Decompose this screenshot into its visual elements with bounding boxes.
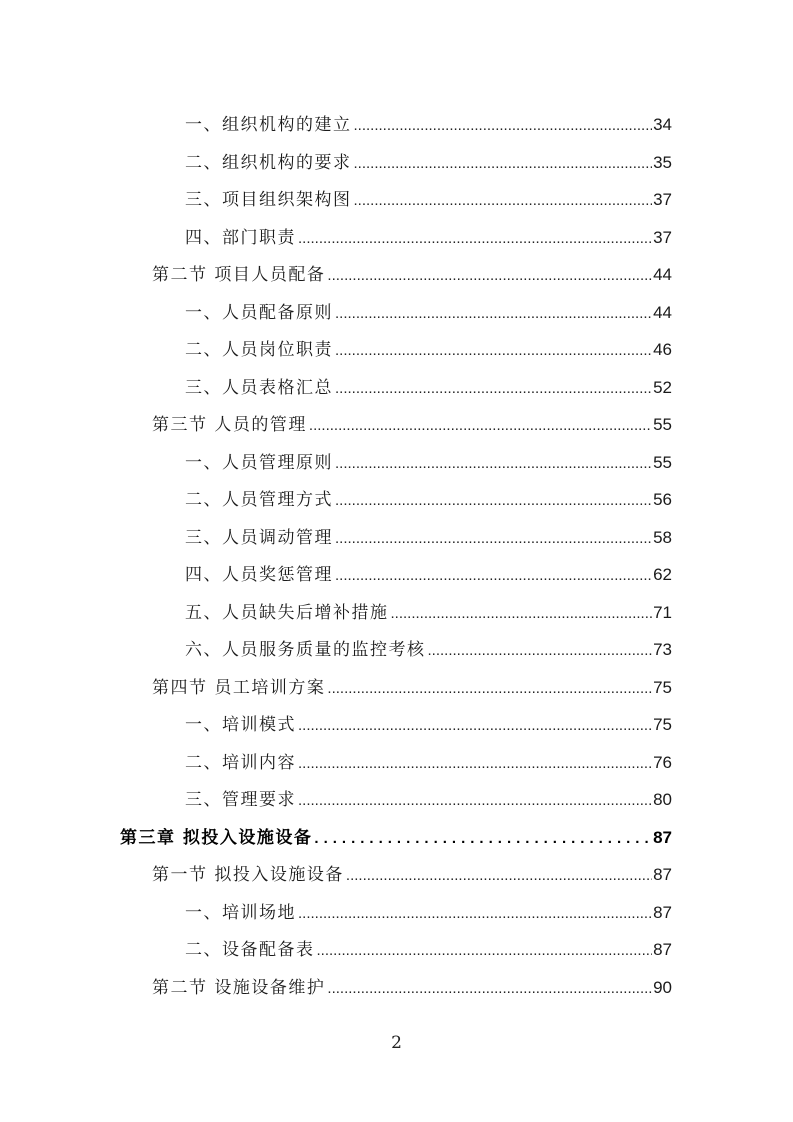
toc-entry-page: 35 [653,152,672,172]
toc-chapter-entry[interactable] [0,817,793,855]
toc-entry-label: 二、设备配备表 [185,940,315,961]
toc-entry-label: 第四节 员工培训方案 [152,677,326,698]
toc-entry-label: 三、人员调动管理 [185,527,333,548]
dot-leader [317,942,653,959]
toc-entry-page: 76 [653,752,672,772]
dot-leader [298,792,652,809]
dot-leader [298,755,652,772]
toc-entry-label: 一、人员管理原则 [185,452,333,473]
toc-entry-content [185,710,672,735]
dot-leader [354,155,653,172]
toc-entry-page: 75 [653,715,672,735]
toc-entry-label: 第三节 人员的管理 [152,415,307,436]
dot-leader [335,530,652,547]
page-number: 2 [391,1033,402,1053]
toc-entry-page: 75 [653,677,672,697]
toc-entry-content [185,373,672,398]
dot-leader [335,305,652,322]
toc-entry-label: 二、培训内容 [185,752,296,773]
toc-entry-content [152,860,672,885]
dot-leader [327,680,652,697]
toc-entry-content [185,935,672,960]
dot-leader [428,642,653,659]
toc-entry-label: 五、人员缺失后增补措施 [185,602,389,623]
toc-entry-page: 44 [653,265,672,285]
toc-section-entry[interactable] [0,404,793,442]
toc-entry-page: 55 [653,415,672,435]
toc-entry-page: 73 [653,640,672,660]
toc-entry[interactable] [0,742,793,780]
dot-leader [391,605,653,622]
dot-leader [335,342,652,359]
toc-entry-page: 37 [653,190,672,210]
toc-entry[interactable] [0,517,793,555]
dot-leader [327,980,652,997]
toc-entry-page: 90 [653,977,672,997]
dot-leader [298,717,652,734]
toc-entry[interactable] [0,479,793,517]
dot-leader [335,492,652,509]
toc-entry-content [185,185,672,210]
toc-entry[interactable] [0,554,793,592]
toc-entry[interactable] [0,179,793,217]
toc-entry-content [152,260,672,285]
toc-entry-label: 四、部门职责 [185,227,296,248]
toc-entry-content [185,560,672,585]
dot-leader [327,267,652,284]
toc-entry-label: 第一节 拟投入设施设备 [152,865,344,886]
dot-leader [335,455,652,472]
toc-entry[interactable] [0,367,793,405]
toc-entry[interactable] [0,704,793,742]
toc-entry-label: 第二节 项目人员配备 [152,265,326,286]
toc-entry[interactable] [0,779,793,817]
toc-entry-label: 六、人员服务质量的监控考核 [185,640,426,661]
toc-entry-content [185,110,672,135]
toc-entry-content [185,635,672,660]
toc-entry-label: 第三章 拟投入设施设备 [120,827,313,848]
toc-entry-page: 52 [653,377,672,397]
toc-entry-content [185,785,672,810]
toc-entry[interactable] [0,292,793,330]
toc-entry-label: 一、组织机构的建立 [185,115,352,136]
toc-entry-label: 一、培训模式 [185,715,296,736]
toc-entry-content [120,823,672,848]
toc-section-entry[interactable] [0,667,793,705]
dot-leader [354,117,653,134]
dot-leader [354,192,653,209]
toc-entry-page: 87 [653,865,672,885]
toc-section-entry[interactable] [0,854,793,892]
toc-entry-label: 第二节 设施设备维护 [152,977,326,998]
toc-entry[interactable] [0,142,793,180]
toc-entry-content [185,335,672,360]
toc-entry-page: 80 [653,790,672,810]
toc-entry-page: 56 [653,490,672,510]
toc-entry-label: 二、人员岗位职责 [185,340,333,361]
toc-entry-content [185,898,672,923]
toc-entry-content [185,748,672,773]
toc-entry-content [152,410,672,435]
toc-entry[interactable] [0,217,793,255]
dot-leader [314,830,652,847]
toc-entry-label: 一、培训场地 [185,902,296,923]
toc-entry[interactable] [0,104,793,142]
dot-leader [335,380,652,397]
toc-entry-label: 三、项目组织架构图 [185,190,352,211]
toc-entry-label: 二、人员管理方式 [185,490,333,511]
toc-entry-page: 55 [653,452,672,472]
table-of-contents [0,104,793,1004]
toc-entry-label: 一、人员配备原则 [185,302,333,323]
toc-entry-label: 三、人员表格汇总 [185,377,333,398]
dot-leader [309,417,652,434]
toc-entry[interactable] [0,592,793,630]
dot-leader [298,905,652,922]
toc-entry[interactable] [0,892,793,930]
toc-entry-content [185,523,672,548]
toc-entry-content [152,673,672,698]
toc-entry-page: 37 [653,227,672,247]
toc-entry-content [185,223,672,248]
toc-entry-page: 46 [653,340,672,360]
toc-entry-content [152,973,672,998]
dot-leader [298,230,652,247]
toc-entry-content [185,148,672,173]
toc-entry-page: 58 [653,527,672,547]
toc-entry-content [185,485,672,510]
toc-entry-label: 三、管理要求 [185,790,296,811]
toc-entry-page: 34 [653,115,672,135]
toc-entry-label: 二、组织机构的要求 [185,152,352,173]
toc-entry-page: 62 [653,565,672,585]
toc-entry[interactable] [0,442,793,480]
toc-entry-page: 87 [653,940,672,960]
toc-entry-content [185,598,672,623]
toc-entry-label: 四、人员奖惩管理 [185,565,333,586]
dot-leader [335,567,652,584]
toc-entry-content [185,448,672,473]
toc-entry-content [185,298,672,323]
toc-entry[interactable] [0,929,793,967]
toc-section-entry[interactable] [0,967,793,1005]
dot-leader [346,867,652,884]
toc-entry-page: 71 [653,602,672,622]
toc-entry-page: 87 [653,827,672,847]
toc-section-entry[interactable] [0,254,793,292]
toc-entry[interactable] [0,329,793,367]
toc-entry[interactable] [0,629,793,667]
toc-entry-page: 87 [653,902,672,922]
toc-entry-page: 44 [653,302,672,322]
